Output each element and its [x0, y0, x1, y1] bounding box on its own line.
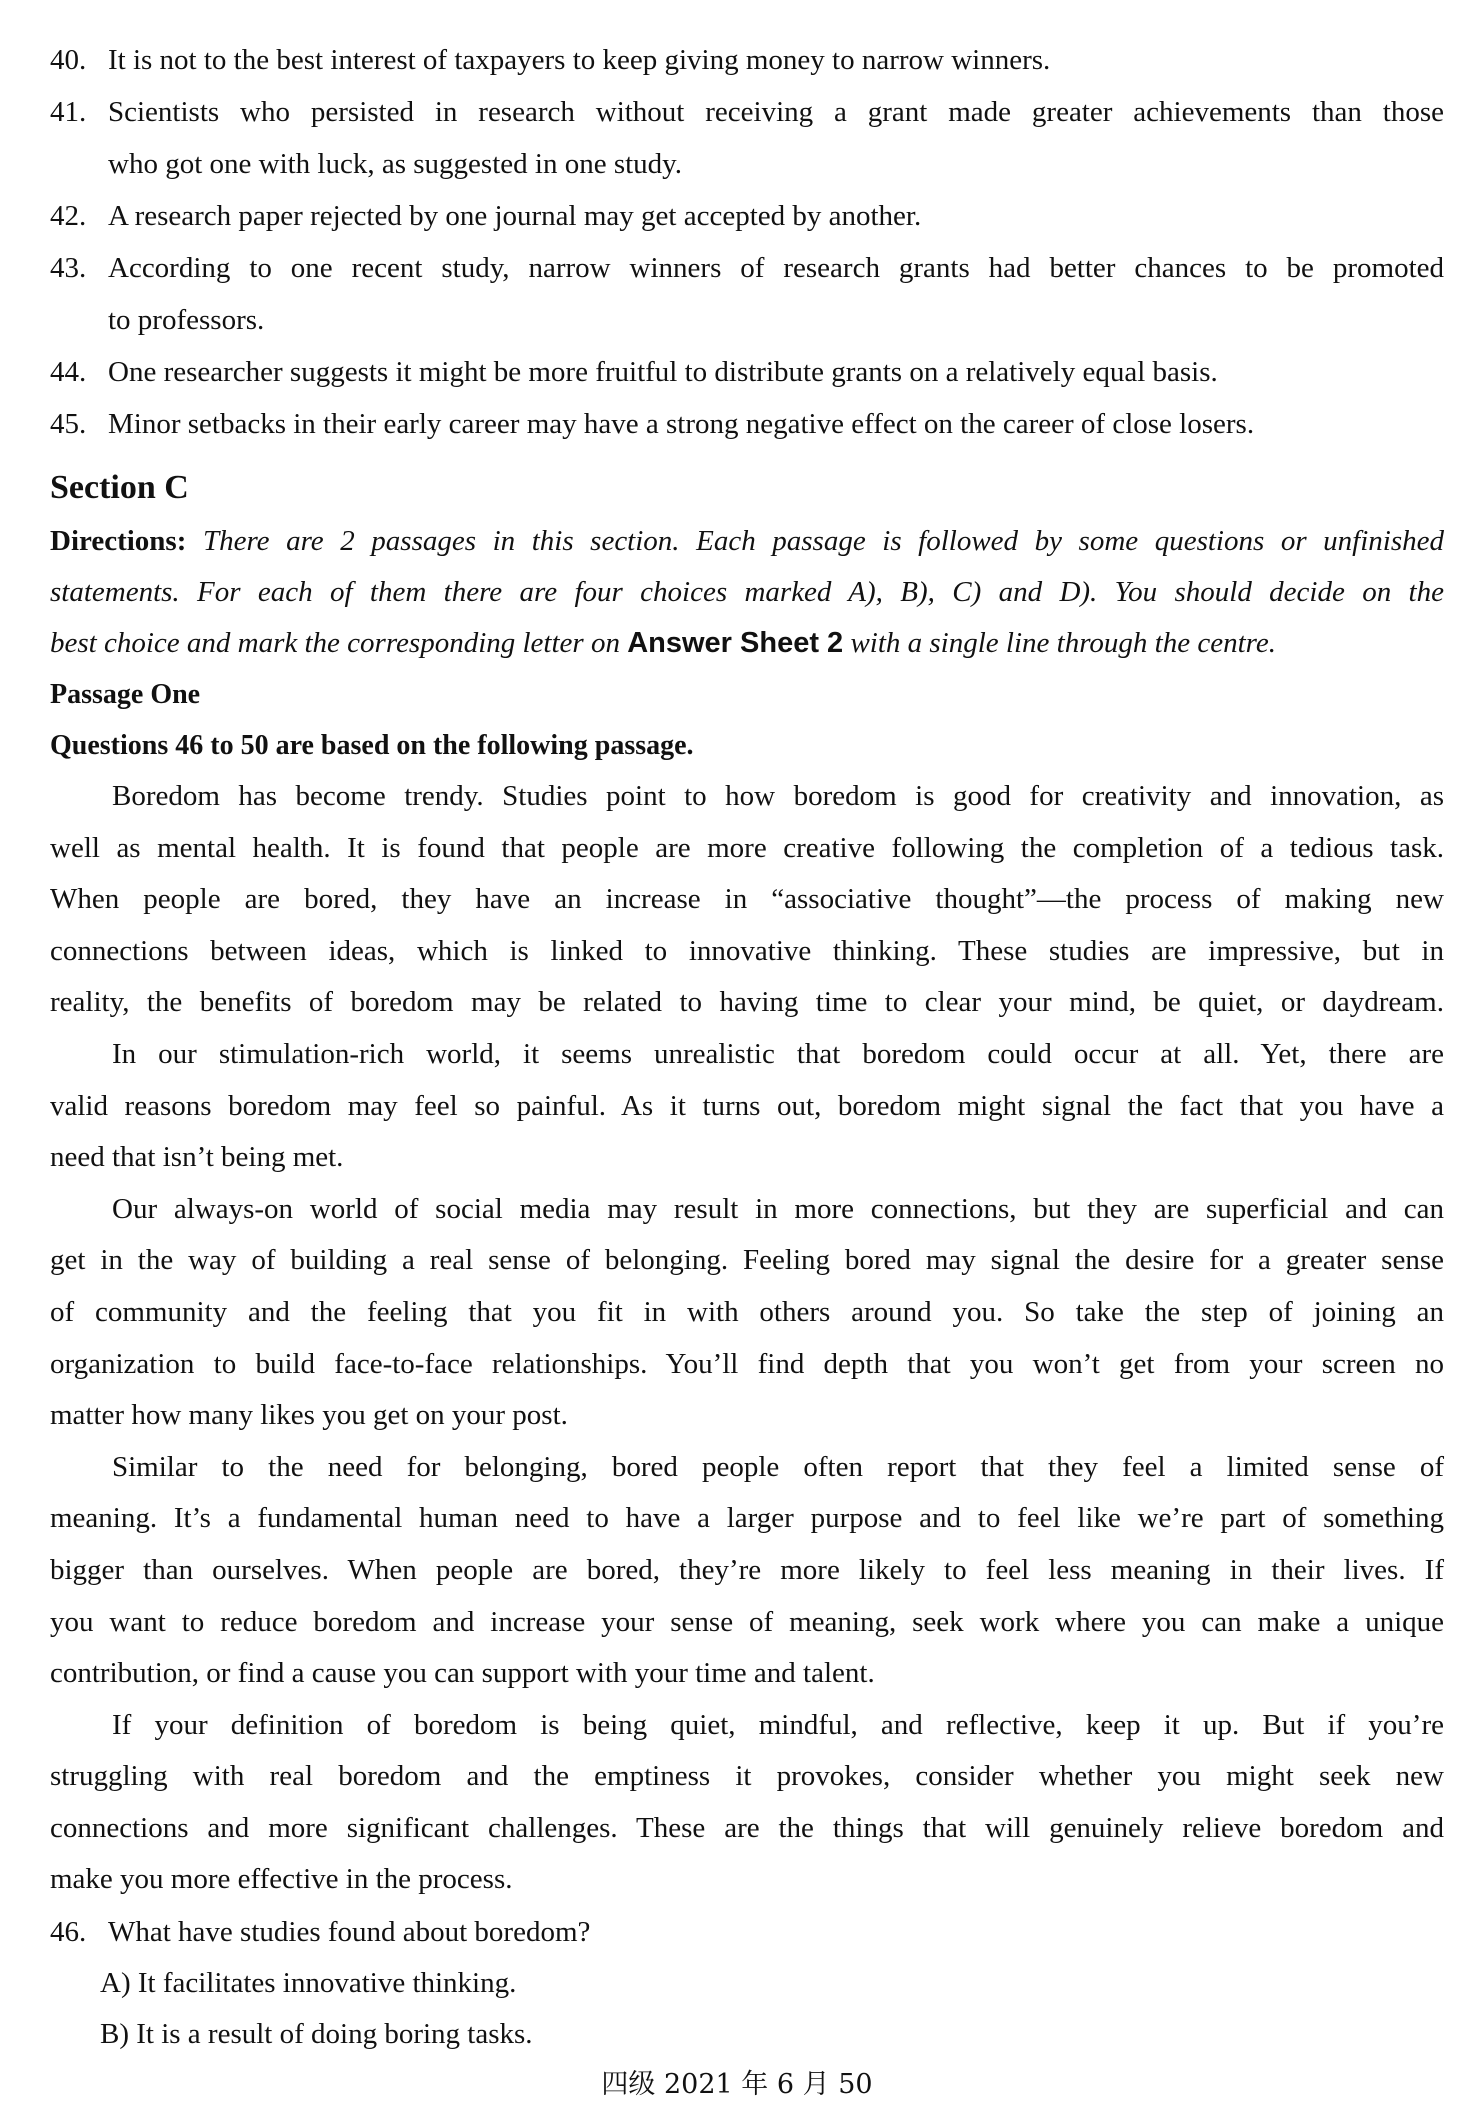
question-44	[50, 346, 1444, 398]
question-number: 41.	[50, 96, 87, 128]
question-text: to professors.	[108, 304, 265, 336]
question-text-block	[108, 86, 1444, 190]
question-text: who got one with luck, as suggested in one study.	[108, 148, 683, 180]
directions-text: There are 2 passages in this section. Each passage is followed by some questions or unfinished	[202, 525, 1444, 557]
question-text: According to one recent study, narrow winners of research grants had better chances to be promoted	[108, 252, 1444, 284]
directions-text: with a single line through the centre.	[850, 627, 1276, 659]
question-45	[50, 398, 1444, 450]
question-text: Scientists who persisted in research without receiving a grant made greater achievements than those	[108, 96, 1444, 128]
directions-line	[50, 516, 1444, 567]
paragraph-line: Boredom has become trendy. Studies point to how boredom is good for creativity and innovation, as	[112, 780, 1444, 812]
choice-b: B) It is a result of doing boring tasks.	[100, 2018, 533, 2051]
question-text: It is not to the best interest of taxpayers to keep giving money to narrow winners.	[108, 44, 1051, 76]
paragraph-1	[50, 771, 1444, 1029]
paragraph-line: you want to reduce boredom and increase your sense of meaning, seek work where you can make a unique	[50, 1605, 1444, 1638]
paragraph-line: Our always-on world of social media may result in more connections, but they are superficial and can	[112, 1192, 1444, 1225]
directions-label: Directions:	[50, 525, 187, 557]
paragraph-5	[50, 1700, 1444, 1906]
question-text: Minor setbacks in their early career may have a strong negative effect on the career of close losers.	[108, 408, 1255, 440]
section-title: Section C	[50, 469, 189, 506]
paragraph-4	[50, 1442, 1444, 1700]
directions	[50, 516, 1444, 669]
paragraph-line: contribution, or find a cause you can support with your time and talent.	[50, 1657, 875, 1690]
paragraph-line: organization to build face-to-face relationships. You’ll find depth that you won’t get from your screen no	[50, 1347, 1444, 1380]
answer-sheet-label: Answer Sheet 2	[627, 627, 844, 659]
question-text: A research paper rejected by one journal may get accepted by another.	[108, 200, 922, 232]
question-text: What have studies found about boredom?	[108, 1916, 591, 1949]
question-43	[50, 242, 1444, 346]
paragraph-line: connections between ideas, which is linked to innovative thinking. These studies are impressive, but in	[50, 934, 1444, 967]
question-number: 44.	[50, 356, 87, 388]
exam-page	[50, 34, 1444, 2060]
question-number: 42.	[50, 200, 87, 232]
question-list-top	[50, 34, 1444, 450]
paragraph-line: reality, the benefits of boredom may be related to having time to clear your mind, be quiet, or daydream.	[50, 986, 1444, 1019]
question-40	[50, 34, 1444, 86]
paragraph-line: valid reasons boredom may feel so painful. As it turns out, boredom might signal the fact that you have a	[50, 1089, 1444, 1122]
paragraph-line: If your definition of boredom is being quiet, mindful, and reflective, keep it up. But if you’re	[112, 1708, 1444, 1741]
passage-intro: Questions 46 to 50 are based on the following passage.	[50, 730, 694, 761]
directions-line	[50, 618, 1444, 669]
question-number: 46.	[50, 1916, 87, 1949]
paragraph-line: make you more effective in the process.	[50, 1863, 513, 1896]
paragraph-line: bigger than ourselves. When people are bored, they’re more likely to feel less meaning in their lives. If	[50, 1553, 1444, 1586]
page-footer: 四级 2021 年 6 月 50	[601, 2069, 873, 2100]
paragraph-3	[50, 1184, 1444, 1442]
question-46	[50, 1906, 1444, 1958]
paragraph-line: Similar to the need for belonging, bored people often report that they feel a limited sense of	[112, 1450, 1444, 1483]
question-number: 43.	[50, 252, 87, 284]
choice-a: A) It facilitates innovative thinking.	[100, 1967, 517, 2000]
paragraph-line: well as mental health. It is found that people are more creative following the completion of a tedious task.	[50, 831, 1444, 864]
question-42	[50, 190, 1444, 242]
paragraph-line: In our stimulation-rich world, it seems unrealistic that boredom could occur at all. Yet, there are	[112, 1037, 1444, 1070]
paragraph-2	[50, 1029, 1444, 1184]
paragraph-line: get in the way of building a real sense of belonging. Feeling bored may signal the desire for a greater sense	[50, 1244, 1444, 1277]
paragraph-line: need that isn’t being met.	[50, 1141, 344, 1174]
passage-title: Passage One	[50, 679, 201, 710]
question-number: 40.	[50, 44, 87, 76]
paragraph-line: When people are bored, they have an increase in “associative thought”—the process of making new	[50, 883, 1444, 916]
paragraph-line: struggling with real boredom and the emptiness it provokes, consider whether you might seek new	[50, 1760, 1444, 1793]
paragraph-line: of community and the feeling that you fit in with others around you. So take the step of joining an	[50, 1295, 1444, 1328]
question-text: One researcher suggests it might be more fruitful to distribute grants on a relatively equal basis.	[108, 356, 1218, 388]
paragraph-line: meaning. It’s a fundamental human need to have a larger purpose and to feel like we’re part of something	[50, 1502, 1444, 1535]
question-41	[50, 86, 1444, 190]
question-number: 45.	[50, 408, 87, 440]
question-text-block	[108, 242, 1444, 346]
paragraph-line: connections and more significant challenges. These are the things that will genuinely relieve boredom and	[50, 1811, 1444, 1844]
directions-text: best choice and mark the corresponding letter on	[50, 627, 620, 659]
paragraph-line: matter how many likes you get on your post.	[50, 1399, 568, 1432]
directions-line: statements. For each of them there are four choices marked A), B), C) and D). You should decide on the	[50, 576, 1444, 608]
